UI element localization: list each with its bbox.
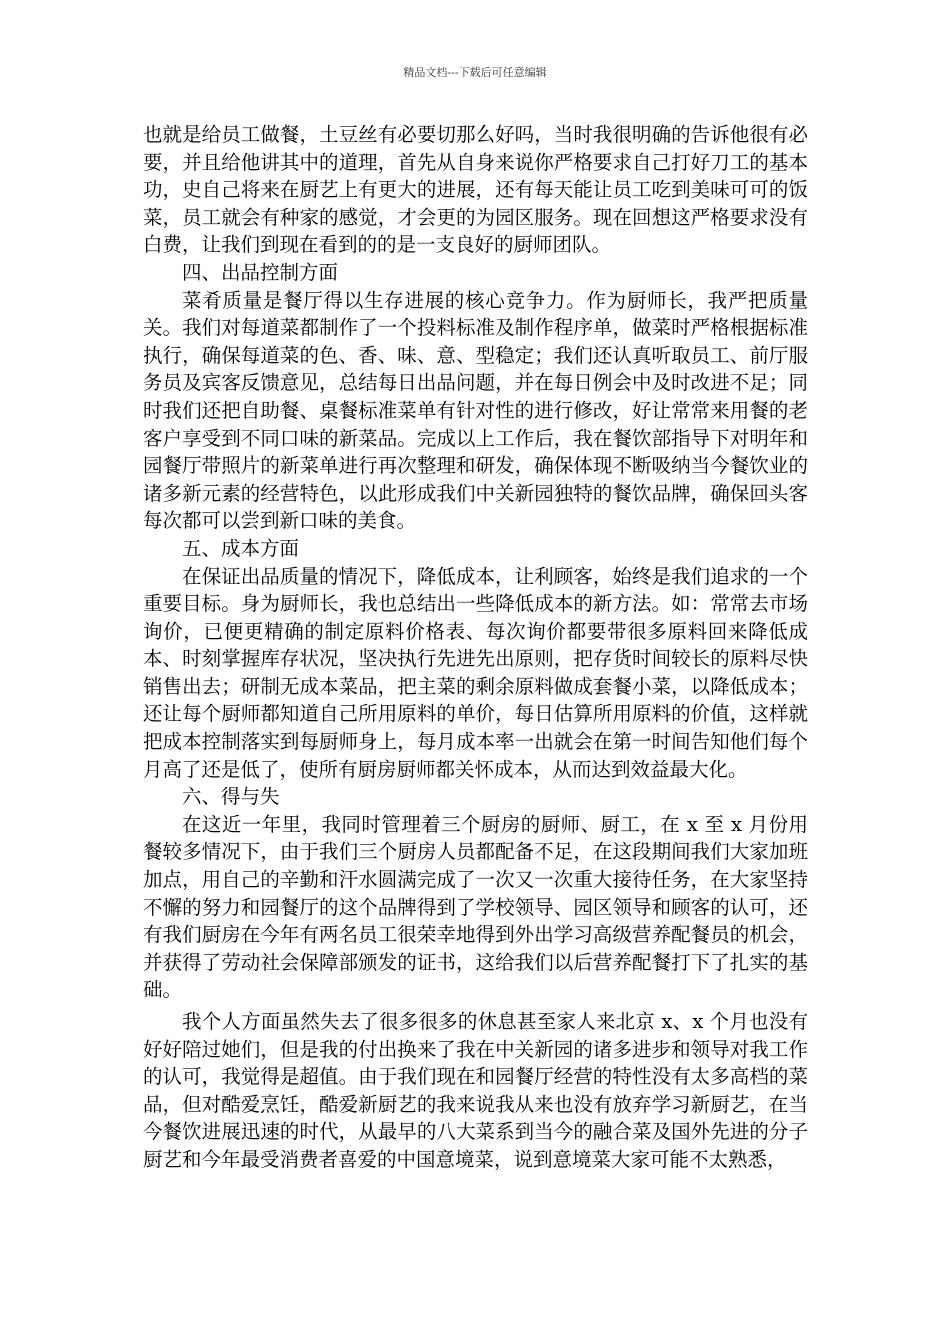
paragraph-quality-control: 菜肴质量是餐厅得以生存进展的核心竞争力。作为厨师长，我严把质量关。我们对每道菜都制作了一个投料标准及制作程序单，做菜时严格根据标准执行，确保每道菜的色、香、味、意、型稳定；我们还认真听取员工、前厅服务员及宾客反馈意见，总结每日出品问题，并在每日例会中及时改进不足；同时我们还把自助餐、桌餐标准菜单有针对性的进行修改，好让常常来用餐的老客户享受到不同口味的新菜品。完成以上工作后，我在餐饮部指导下对明年和园餐厅带照片的新菜单进行再次整理和研发，确保体现不断吸纳当今餐饮业的诸多新元素的经营特色，以此形成我们中关新园独特的餐饮品牌，确保回头客每次都可以尝到新口味的美食。 [143, 288, 808, 533]
paragraph-staff-meals: 也就是给员工做餐，土豆丝有必要切那么好吗，当时我很明确的告诉他很有必要，并且给他讲其中的道理，首先从自身来说你严格要求自己打好刀工的基本功，史自己将来在厨艺上有更大的进展，还有每天能让员工吃到美味可可的饭菜，员工就会有种家的感觉，才会更的为园区服务。现在回想这严格要求没有白费，让我们到现在看到的的是一支良好的厨师团队。 [143, 123, 808, 257]
paragraph-gains-losses: 在这近一年里，我同时管理着三个厨房的厨师、厨工，在 x 至 x 月份用餐较多情况下，由于我们三个厨房人员都配备不足，在这段期间我们大家加班加点，用自己的辛勤和汗水圆满完成了一次又一次重大接待任务，在大家坚持不懈的努力和园餐厅的这个品牌得到了学校领导、园区领导和顾客的认可，还有我们厨房在今年有两名员工很荣幸地得到外出学习高级营养配餐员的机会，并获得了劳动社会保障部颁发的证书，这给我们以后营养配餐打下了扎实的基础。 [143, 812, 808, 1002]
section-heading-cost: 五、成本方面 [182, 536, 300, 560]
section-heading-quality-control: 四、出品控制方面 [182, 260, 339, 284]
document-body [143, 121, 808, 1174]
paragraph-cost: 在保证出品质量的情况下，降低成本，让利顾客，始终是我们追求的一个重要目标。身为厨师长，我也总结出一些降低成本的新方法。如：常常去市场询价，已便更精确的制定原料价格表、每次询价都要带很多原料回来降低成本、时刻掌握库存状况，坚决执行先进先出原则，把存货时间较长的原料尽快销售出去；研制无成本菜品，把主菜的剩余原料做成套餐小菜，以降低成本；还让每个厨师都知道自己所用原料的单价，每日估算所用原料的价值，这样就把成本控制落实到每厨师身上，每月成本率一出就会在第一时间告知他们每个月高了还是低了，使所有厨房厨师都关怀成本，从而达到效益最大化。 [143, 564, 808, 781]
section-heading-gains-losses: 六、得与失 [182, 785, 280, 809]
page-header: 精品文档---下载后可任意编辑 [403, 66, 547, 79]
paragraph-personal: 我个人方面虽然失去了很多很多的休息甚至家人来北京 x、x 个月也没有好好陪过她们，但是我的付出换来了我在中关新园的诸多进步和领导对我工作的认可，我觉得是超值。由于我们现在和园餐厅经营的特性没有太多高档的菜品，但对酷爱烹饪，酷爱新厨艺的我来说我从来也没有放弃学习新厨艺，在当今餐饮进展迅速的时代，从最早的八大菜系到当今的融合菜及国外先进的分子厨艺和今年最受消费者喜爱的中国意境菜，说到意境菜大家可能不太熟悉， [143, 1010, 808, 1171]
